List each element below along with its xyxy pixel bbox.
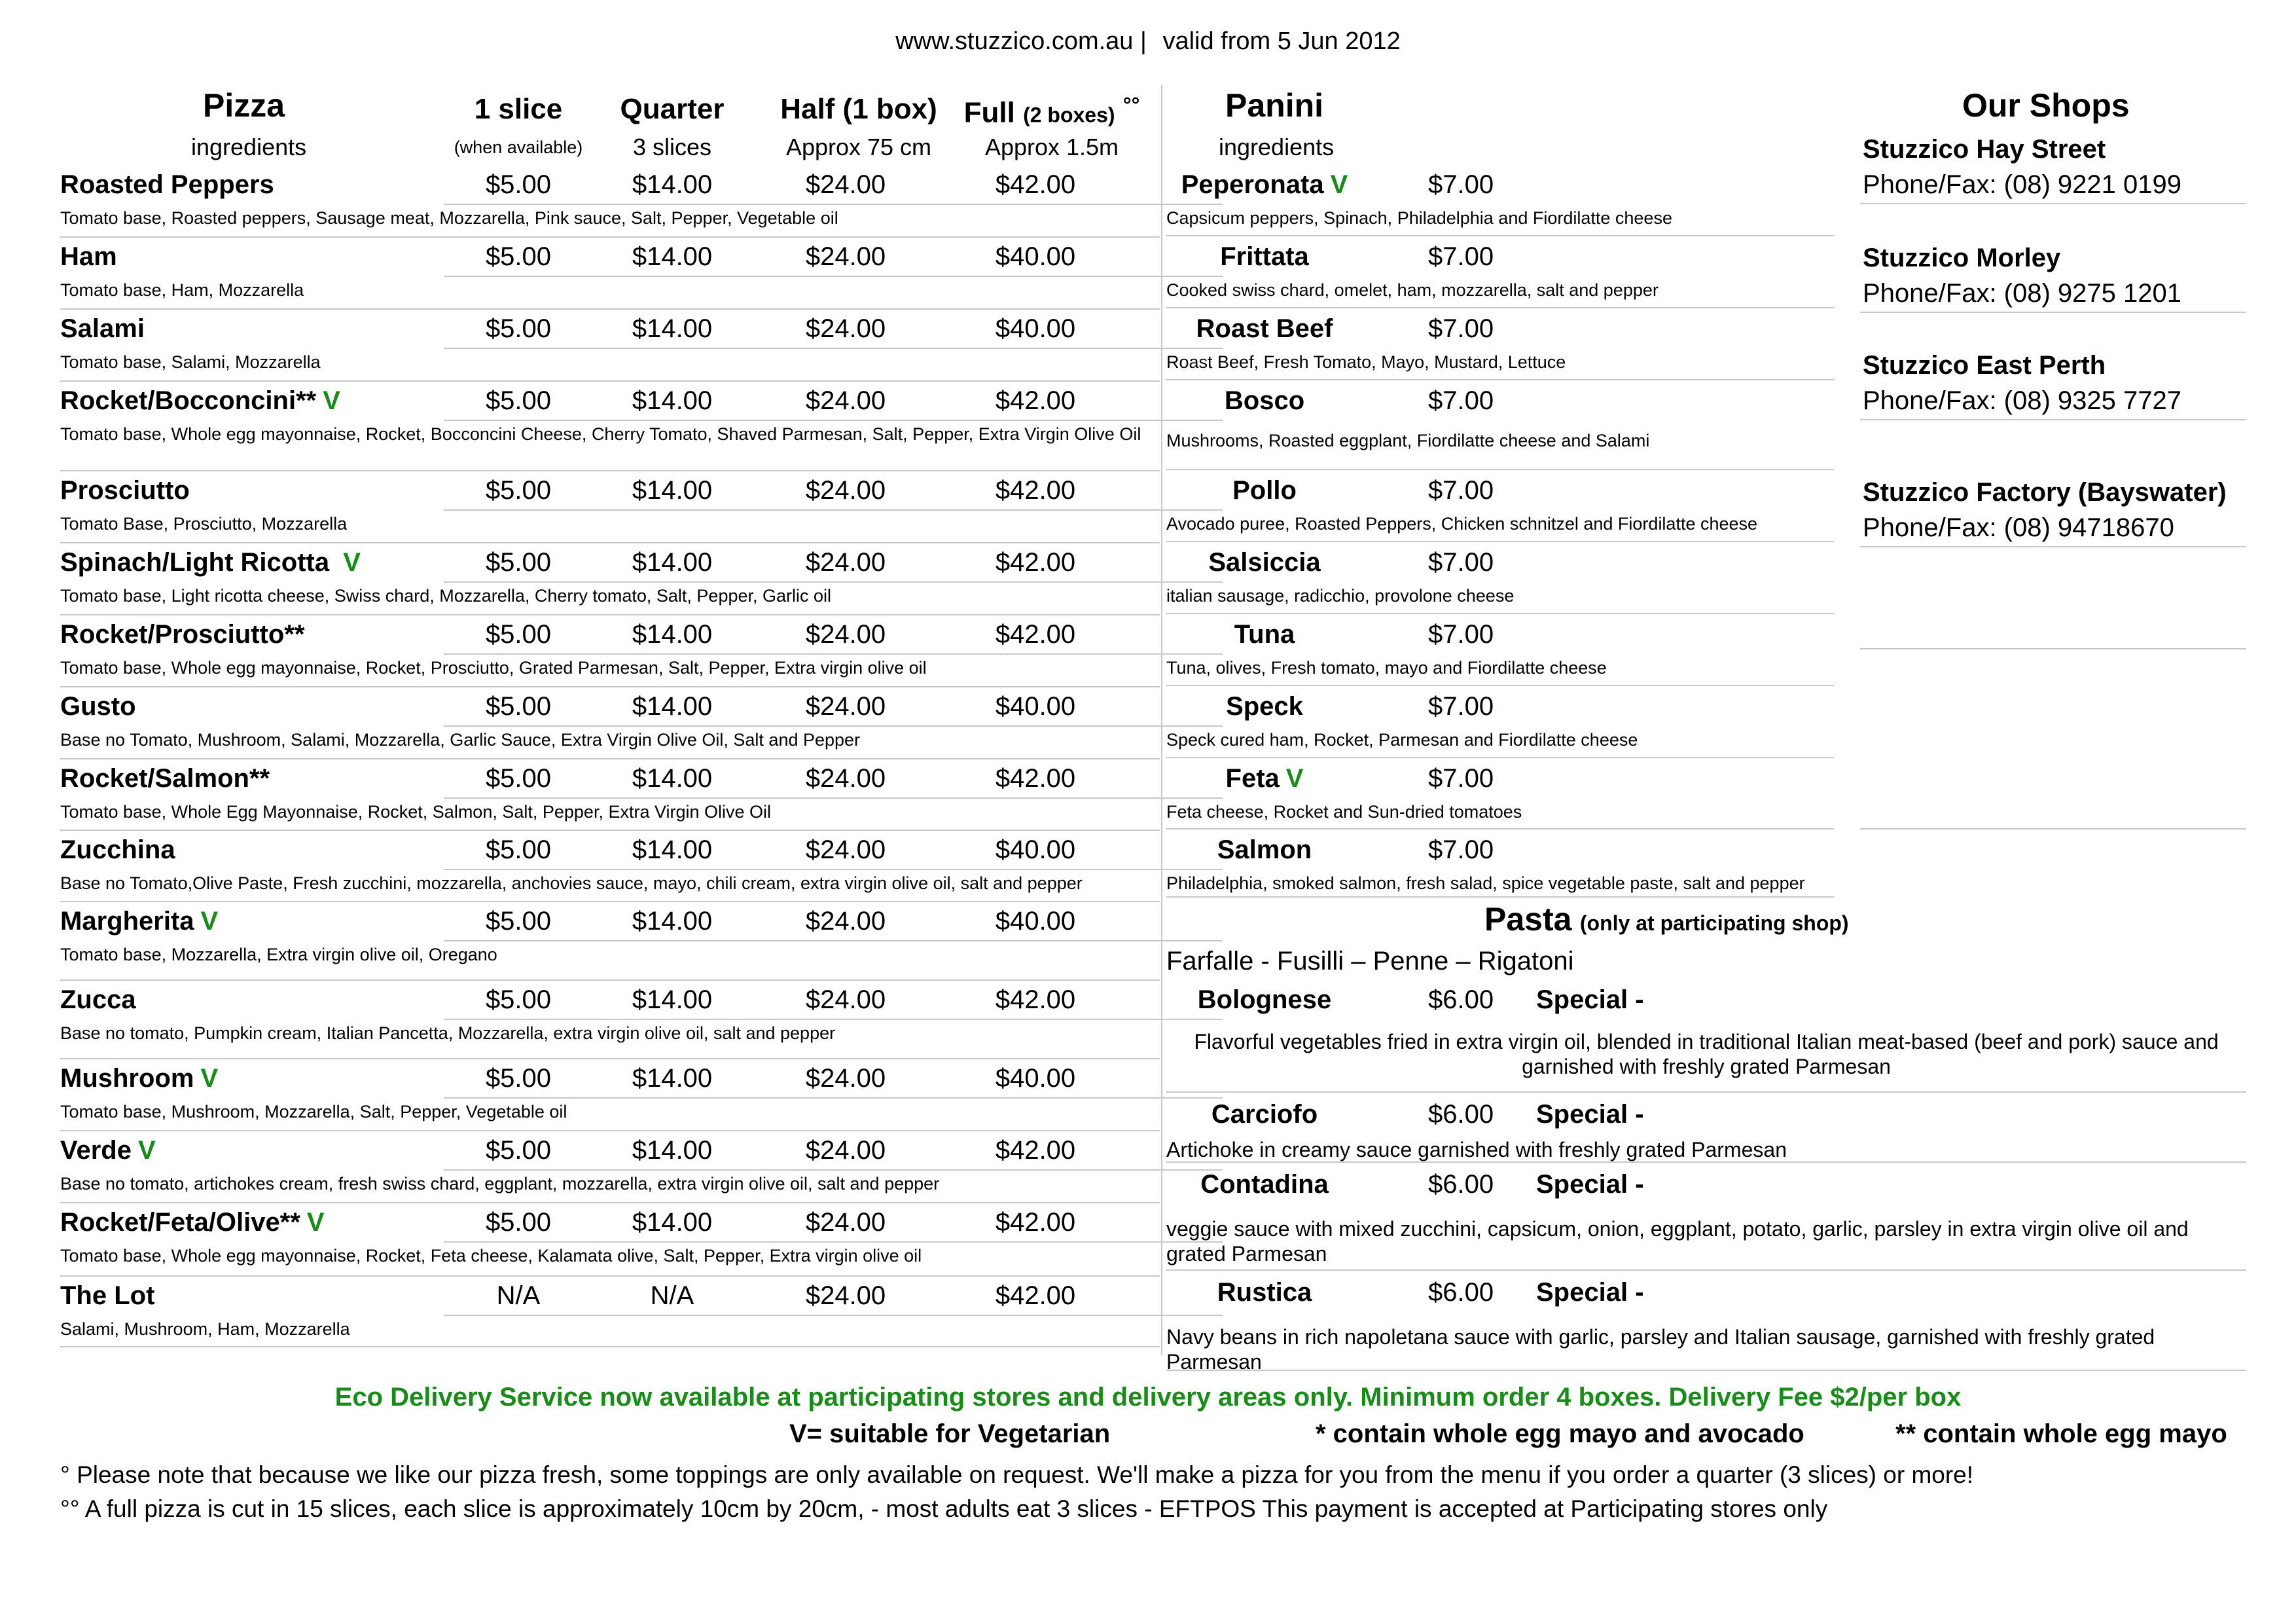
pizza-name: [60, 903, 218, 939]
col-full-small: (2 boxes): [1023, 103, 1115, 127]
pizza-price-3: $24.00: [805, 1281, 886, 1310]
pizza-row[interactable]: [60, 167, 1160, 238]
vegetarian-badge: V: [200, 1064, 219, 1093]
vegetarian-badge: V: [1330, 170, 1348, 199]
panini-row[interactable]: [1166, 761, 1834, 831]
pizza-ingredients: Tomato base, Roasted peppers, Sausage meat, Mozzarella, Pink sauce, Salt, Pepper, Vegetable oil: [60, 208, 838, 228]
pizza-price-3: $24.00: [805, 1208, 886, 1237]
pizza-name: [60, 383, 340, 418]
pizza-price-1: $5.00: [485, 170, 552, 199]
pizza-row[interactable]: [60, 545, 1160, 615]
pasta-price: $6.00: [1428, 985, 1494, 1014]
pizza-ingredients: Tomato base, Salami, Mozzarella: [60, 352, 321, 372]
shop-name: Stuzzico Hay Street: [1863, 135, 2106, 164]
pizza-name: [60, 1278, 154, 1313]
vegetarian-badge: V: [323, 386, 340, 415]
panini-row[interactable]: [1166, 689, 1834, 759]
price-underline: [444, 276, 1223, 277]
pizza-price-3: $24.00: [805, 907, 886, 936]
pizza-ingredients: Salami, Mushroom, Ham, Mozzarella: [60, 1319, 350, 1339]
pasta-title: Pasta: [1484, 901, 1572, 938]
pizza-name-label: The Lot: [60, 1281, 155, 1310]
pizza-ingredients: Tomato base, Mozzarella, Extra virgin olive oil, Oregano: [60, 945, 497, 964]
pizza-price-3: $24.00: [805, 170, 886, 199]
pizza-name: [60, 689, 136, 724]
panini-name: [1166, 239, 1363, 274]
pizza-row[interactable]: [60, 761, 1160, 831]
pizza-price-4: $40.00: [995, 314, 1076, 343]
col-1-slice-sub: (when available): [454, 137, 583, 157]
row-divider: [1166, 469, 1834, 470]
pizza-ingredients: Base no tomato, artichokes cream, fresh swiss chard, eggplant, mozzarella, extra virgin olive oil, salt and pepper: [60, 1174, 940, 1194]
row-divider: [60, 979, 1160, 981]
panini-row[interactable]: [1166, 617, 1834, 687]
pizza-price-2: $14.00: [632, 764, 713, 793]
pizza-price-2: $14.00: [632, 985, 713, 1014]
price-underline: [444, 348, 1223, 349]
row-divider: [60, 901, 1160, 902]
pizza-ingredients: Tomato base, Whole egg mayonnaise, Rocket, Bocconcini Cheese, Cherry Tomato, Shaved Parmesan, Salt, Pepper, Extra Virgin Olive Oil: [60, 424, 1141, 444]
row-divider: [60, 830, 1160, 831]
pizza-price-4: $40.00: [995, 1064, 1076, 1093]
row-divider: [1166, 1370, 2246, 1371]
price-underline: [444, 581, 1223, 583]
row-divider: [60, 1058, 1160, 1059]
page-header: [0, 27, 2296, 56]
pizza-name: [60, 832, 175, 867]
pizza-price-2: $14.00: [632, 476, 713, 505]
shop-name: Stuzzico Morley: [1863, 244, 2061, 272]
pizza-price-1: $5.00: [485, 1208, 552, 1237]
price-underline: [444, 204, 1223, 205]
pasta-price: $6.00: [1428, 1278, 1494, 1307]
row-divider: [1166, 235, 1834, 236]
pizza-price-1: $5.00: [485, 692, 552, 721]
shop-divider: [1860, 648, 2246, 649]
pizza-name-label: Prosciutto: [60, 476, 190, 505]
pizza-price-1: $5.00: [485, 242, 552, 271]
panini-name: [1166, 617, 1363, 652]
pizza-row[interactable]: [60, 689, 1160, 759]
legend-egg-mayo: ** contain whole egg mayo: [1895, 1419, 2227, 1448]
pasta-name: Bolognese: [1197, 985, 1332, 1014]
col-half-sub: Approx 75 cm: [785, 134, 932, 160]
pizza-price-3: $24.00: [805, 476, 886, 505]
pizza-price-2: $14.00: [632, 386, 713, 415]
panini-ingredients: Mushrooms, Roasted eggplant, Fiordilatte cheese and Salami: [1166, 431, 1650, 450]
col-full-sub: Approx 1.5m: [984, 134, 1119, 160]
row-divider: [1166, 541, 1834, 542]
pasta-shapes: Farfalle - Fusilli – Penne – Rigatoni: [1166, 947, 1574, 976]
pizza-row[interactable]: [60, 383, 1160, 454]
pizza-row[interactable]: [60, 1133, 1160, 1203]
pizza-price-1: $5.00: [485, 985, 552, 1014]
pizza-row[interactable]: [60, 982, 1160, 1053]
row-divider: [60, 380, 1160, 382]
pizza-ingredients: Tomato base, Ham, Mozzarella: [60, 280, 304, 300]
row-divider: [1166, 613, 1834, 614]
pizza-row[interactable]: [60, 832, 1160, 903]
panini-ingredients: Roast Beef, Fresh Tomato, Mayo, Mustard, Lettuce: [1166, 352, 1566, 372]
price-underline: [444, 725, 1223, 727]
panini-ingredients: Capsicum peppers, Spinach, Philadelphia and Fiordilatte cheese: [1166, 208, 1672, 228]
panini-ingredients: Cooked swiss chard, omelet, ham, mozzarella, salt and pepper: [1166, 280, 1659, 300]
legend-avocado: * contain whole egg mayo and avocado: [1316, 1419, 1804, 1448]
pasta-description: veggie sauce with mixed zucchini, capsicum, onion, eggplant, potato, garlic, parsley in extra virgin olive oil and grated Parmesan: [1166, 1217, 2189, 1266]
pizza-price-4: $40.00: [995, 692, 1076, 721]
panini-price: $7.00: [1428, 620, 1494, 649]
pizza-price-3: $24.00: [805, 835, 886, 864]
pizza-price-3: $24.00: [805, 1064, 886, 1093]
pizza-price-2: $14.00: [632, 170, 713, 199]
panini-title: Panini: [1225, 87, 1324, 124]
site-url[interactable]: www.stuzzico.com.au |: [895, 27, 1147, 55]
pizza-ingredients: Tomato base, Light ricotta cheese, Swiss chard, Mozzarella, Cherry tomato, Salt, Pepper, Garlic oil: [60, 586, 832, 606]
panini-row[interactable]: [1166, 311, 1834, 382]
panini-name: [1166, 545, 1363, 580]
row-divider: [60, 686, 1160, 687]
pizza-price-4: $40.00: [995, 242, 1076, 271]
row-divider: [60, 1275, 1160, 1277]
row-divider: [1166, 1161, 2246, 1163]
row-divider: [1166, 685, 1834, 686]
pizza-name-label: Spinach/Light Ricotta: [60, 548, 337, 577]
pizza-price-1: $5.00: [485, 1064, 552, 1093]
pizza-name-label: Mushroom: [60, 1064, 194, 1093]
pizza-price-3: $24.00: [805, 314, 886, 343]
col-quarter-sub: 3 slices: [632, 134, 712, 160]
panini-name-label: Salmon: [1217, 835, 1312, 864]
pizza-price-1: $5.00: [485, 548, 552, 577]
pizza-name: [60, 545, 361, 580]
pizza-ingredients: Base no Tomato,Olive Paste, Fresh zucchini, mozzarella, anchovies sauce, mayo, chili cream, extra virgin olive oil, salt and pepper: [60, 873, 1083, 893]
shop-phone[interactable]: Phone/Fax: (08) 9325 7727: [1863, 386, 2182, 415]
pasta-price: $6.00: [1428, 1170, 1494, 1199]
pizza-price-3: $24.00: [805, 1136, 886, 1165]
pizza-name: [60, 617, 304, 652]
panini-row[interactable]: [1166, 832, 1834, 903]
price-underline: [444, 420, 1223, 421]
vegetarian-badge: V: [200, 907, 219, 936]
pizza-price-4: $42.00: [995, 548, 1076, 577]
pizza-price-1: $5.00: [485, 764, 552, 793]
pizza-name-label: Rocket/Feta/Olive**: [60, 1208, 300, 1237]
pasta-description: Navy beans in rich napoletana sauce with garlic, parsley and Italian sausage, garnished with freshly grated Parmesan: [1166, 1325, 2155, 1374]
shop-phone[interactable]: Phone/Fax: (08) 94718670: [1863, 513, 2174, 542]
col-half: Half (1 box): [780, 93, 937, 125]
pizza-price-2: $14.00: [632, 692, 713, 721]
shop-name: Stuzzico Factory (Bayswater): [1863, 478, 2227, 507]
panini-price: $7.00: [1428, 692, 1494, 721]
vegetarian-badge: V: [137, 1136, 156, 1165]
pizza-name-label: Rocket/Salmon**: [60, 764, 270, 793]
col-quarter: Quarter: [620, 93, 725, 125]
pasta-special: Special -: [1536, 1100, 1644, 1129]
panini-name: [1166, 383, 1363, 418]
shop-divider: [1860, 203, 2246, 204]
pizza-price-4: $42.00: [995, 170, 1076, 199]
row-divider: [60, 1202, 1160, 1203]
panini-name: [1166, 832, 1363, 867]
pizza-price-2: $14.00: [632, 314, 713, 343]
pizza-price-1: $5.00: [485, 476, 552, 505]
row-divider: [60, 1346, 1160, 1347]
shops-title: Our Shops: [1962, 87, 2130, 124]
panini-price: $7.00: [1428, 170, 1494, 199]
pizza-ingredients: Tomato base, Whole egg mayonnaise, Rocket, Prosciutto, Grated Parmesan, Salt, Pepper, Extra virgin olive oil: [60, 658, 927, 678]
pasta-description: Artichoke in creamy sauce garnished with freshly grated Parmesan: [1166, 1138, 1787, 1161]
price-underline: [444, 797, 1223, 799]
pizza-price-2: $14.00: [632, 1208, 713, 1237]
pizza-ingredients: Tomato base, Whole Egg Mayonnaise, Rocket, Salmon, Salt, Pepper, Extra Virgin Olive Oil: [60, 802, 772, 822]
pizza-ingredients: Tomato Base, Prosciutto, Mozzarella: [60, 514, 348, 534]
panini-row[interactable]: [1166, 239, 1834, 310]
vegetarian-badge: V: [306, 1208, 325, 1237]
panini-price: $7.00: [1428, 386, 1494, 415]
price-underline: [444, 1241, 1223, 1243]
pizza-price-1: $5.00: [485, 314, 552, 343]
price-underline: [444, 869, 1223, 870]
price-underline: [444, 1315, 1223, 1316]
row-divider: [1166, 307, 1834, 308]
column-divider: [1161, 85, 1162, 1355]
pizza-subtitle: ingredients: [191, 134, 307, 160]
pizza-ingredients: Tomato base, Mushroom, Mozzarella, Salt, Pepper, Vegetable oil: [60, 1102, 567, 1122]
row-divider: [1166, 828, 1834, 830]
panini-name-label: Peperonata: [1181, 170, 1324, 199]
pasta-special: Special -: [1536, 1170, 1644, 1199]
note-fresh-toppings: ° Please note that because we like our pizza fresh, some toppings are only available on request. We'll make a pizza for you from the menu if you order a quarter (3 slices) or more!: [60, 1461, 1974, 1488]
pizza-price-4: $42.00: [995, 476, 1076, 505]
panini-name: [1166, 167, 1363, 202]
pizza-price-4: $42.00: [995, 1208, 1076, 1237]
panini-name-label: Frittata: [1220, 242, 1309, 271]
note-full-pizza: °° A full pizza is cut in 15 slices, each slice is approximately 10cm by 20cm, - most adults eat 3 slices - EFTPOS This payment is accepted at Participating stores only: [60, 1495, 1828, 1522]
pizza-name-label: Rocket/Bocconcini**: [60, 386, 317, 415]
pizza-price-2: $14.00: [632, 242, 713, 271]
pizza-price-4: $42.00: [995, 386, 1076, 415]
pizza-price-3: $24.00: [805, 985, 886, 1014]
pizza-name: [60, 1133, 156, 1168]
panini-ingredients: Feta cheese, Rocket and Sun-dried tomatoes: [1166, 802, 1522, 822]
pizza-name-label: Zucca: [60, 985, 136, 1014]
row-divider: [1166, 1269, 2246, 1271]
pizza-price-1: $5.00: [485, 907, 552, 936]
pizza-name: [60, 239, 117, 274]
pizza-row[interactable]: [60, 617, 1160, 687]
pizza-price-1: N/A: [496, 1281, 541, 1310]
pizza-row[interactable]: [60, 311, 1160, 382]
valid-date: valid from 5 Jun 2012: [1162, 27, 1401, 55]
pizza-price-1: $5.00: [485, 835, 552, 864]
pizza-price-3: $24.00: [805, 548, 886, 577]
row-divider: [1166, 757, 1834, 758]
row-divider: [60, 308, 1160, 310]
shop-divider: [1860, 546, 2246, 547]
pizza-price-4: $42.00: [995, 985, 1076, 1014]
pizza-name: [60, 761, 270, 796]
panini-row[interactable]: [1166, 383, 1834, 454]
panini-subtitle: ingredients: [1219, 134, 1335, 160]
panini-ingredients: Speck cured ham, Rocket, Parmesan and Fiordilatte cheese: [1166, 730, 1638, 750]
col-full-mark: °°: [1122, 93, 1140, 117]
pizza-price-4: $42.00: [995, 764, 1076, 793]
panini-name: [1166, 311, 1363, 346]
pasta-heading: [1484, 900, 1849, 938]
pizza-name: [60, 167, 274, 202]
pizza-name-label: Roasted Peppers: [60, 170, 274, 199]
row-divider: [60, 614, 1160, 615]
pasta-description: Flavorful vegetables fried in extra virgin oil, blended in traditional Italian meat-based (beef and pork) sauce and garnished with freshly grated Parmesan: [1194, 1030, 2219, 1078]
pizza-price-2: N/A: [650, 1281, 694, 1310]
pizza-name-label: Salami: [60, 314, 145, 343]
row-divider: [1166, 379, 1834, 380]
row-divider: [1166, 1091, 2246, 1093]
col-1-slice: 1 slice: [474, 93, 563, 125]
pizza-name: [60, 982, 136, 1017]
pizza-name-label: Margherita: [60, 907, 194, 936]
panini-name-label: Pollo: [1232, 476, 1297, 505]
panini-ingredients: Philadelphia, smoked salmon, fresh salad, spice vegetable paste, salt and pepper: [1166, 873, 1805, 893]
row-divider: [60, 542, 1160, 543]
pizza-price-1: $5.00: [485, 1136, 552, 1165]
row-divider: [60, 1130, 1160, 1131]
pizza-name: [60, 311, 145, 346]
shop-name: Stuzzico East Perth: [1863, 351, 2106, 380]
pizza-name-label: Ham: [60, 242, 117, 271]
price-underline: [444, 509, 1223, 511]
pizza-price-3: $24.00: [805, 242, 886, 271]
pasta-name: Contadina: [1200, 1170, 1329, 1199]
panini-price: $7.00: [1428, 764, 1494, 793]
pizza-row[interactable]: [60, 1061, 1160, 1131]
pizza-ingredients: Base no Tomato, Mushroom, Salami, Mozzarella, Garlic Sauce, Extra Virgin Olive Oil, Salt and Pepper: [60, 730, 861, 750]
price-underline: [444, 1169, 1223, 1171]
panini-name: [1166, 473, 1363, 508]
panini-name-label: Bosco: [1224, 386, 1305, 415]
pasta-special: Special -: [1536, 1278, 1644, 1307]
panini-name-label: Feta: [1225, 764, 1280, 793]
pizza-price-3: $24.00: [805, 620, 886, 649]
pizza-ingredients: Base no tomato, Pumpkin cream, Italian Pancetta, Mozzarella, extra virgin olive oil, salt and pepper: [60, 1023, 836, 1043]
pizza-name-label: Zucchina: [60, 835, 175, 864]
pizza-title: Pizza: [203, 87, 285, 124]
pizza-price-2: $14.00: [632, 620, 713, 649]
price-underline: [444, 1097, 1223, 1099]
pizza-price-2: $14.00: [632, 1064, 713, 1093]
panini-name: [1166, 689, 1363, 724]
panini-price: $7.00: [1428, 835, 1494, 864]
panini-price: $7.00: [1428, 242, 1494, 271]
price-underline: [444, 940, 1223, 941]
panini-ingredients: Tuna, olives, Fresh tomato, mayo and Fiordilatte cheese: [1166, 658, 1607, 678]
pasta-special: Special -: [1536, 985, 1644, 1014]
row-divider: [60, 758, 1160, 759]
row-divider: [60, 470, 1160, 471]
pizza-price-3: $24.00: [805, 386, 886, 415]
panini-row[interactable]: [1166, 473, 1834, 543]
panini-name: [1166, 761, 1363, 796]
col-full-label: Full: [963, 96, 1015, 129]
pizza-ingredients: Tomato base, Whole egg mayonnaise, Rocket, Feta cheese, Kalamata olive, Salt, Pepper, Extra virgin olive oil: [60, 1246, 922, 1266]
panini-name-label: Roast Beef: [1196, 314, 1333, 343]
panini-name-label: Salsiccia: [1208, 548, 1321, 577]
pizza-price-3: $24.00: [805, 692, 886, 721]
pizza-price-4: $42.00: [995, 620, 1076, 649]
shop-divider: [1860, 828, 2246, 830]
pasta-note: (only at participating shop): [1579, 911, 1849, 935]
pizza-name-label: Gusto: [60, 692, 136, 721]
pizza-price-4: $40.00: [995, 835, 1076, 864]
pizza-name-label: Verde: [60, 1136, 132, 1165]
pizza-row[interactable]: [60, 239, 1160, 310]
shop-divider: [1860, 312, 2246, 313]
pizza-price-2: $14.00: [632, 1136, 713, 1165]
pizza-price-1: $5.00: [485, 620, 552, 649]
pizza-row[interactable]: [60, 1205, 1160, 1275]
shop-phone[interactable]: Phone/Fax: (08) 9275 1201: [1863, 279, 2182, 308]
panini-row[interactable]: [1166, 545, 1834, 615]
panini-ingredients: italian sausage, radicchio, provolone cheese: [1166, 586, 1515, 606]
panini-price: $7.00: [1428, 314, 1494, 343]
pizza-name-label: Rocket/Prosciutto**: [60, 620, 305, 649]
panini-row[interactable]: [1166, 167, 1834, 238]
pizza-name: [60, 473, 190, 508]
panini-name-label: Speck: [1226, 692, 1303, 721]
pizza-price-4: $42.00: [995, 1136, 1076, 1165]
panini-price: $7.00: [1428, 548, 1494, 577]
pizza-price-2: $14.00: [632, 548, 713, 577]
panini-ingredients: Avocado puree, Roasted Peppers, Chicken schnitzel and Fiordilatte cheese: [1166, 514, 1758, 534]
pizza-price-2: $14.00: [632, 907, 713, 936]
pizza-row[interactable]: [60, 473, 1160, 543]
panini-price: $7.00: [1428, 476, 1494, 505]
price-underline: [444, 653, 1223, 655]
pizza-row[interactable]: [60, 1278, 1160, 1349]
row-divider: [60, 236, 1160, 238]
pizza-price-2: $14.00: [632, 835, 713, 864]
pizza-price-4: $40.00: [995, 907, 1076, 936]
eco-delivery-banner: Eco Delivery Service now available at participating stores and delivery areas only. Minimum order 4 boxes. Delivery Fee $2/per box: [334, 1383, 1962, 1412]
shop-divider: [1860, 419, 2246, 420]
col-full: [944, 93, 1160, 130]
vegetarian-badge: V: [343, 548, 361, 577]
panini-name-label: Tuna: [1234, 620, 1295, 649]
pizza-name: [60, 1205, 325, 1240]
pizza-name: [60, 1061, 218, 1096]
pizza-price-4: $42.00: [995, 1281, 1076, 1310]
pizza-price-3: $24.00: [805, 764, 886, 793]
shop-phone[interactable]: Phone/Fax: (08) 9221 0199: [1863, 170, 2182, 199]
pasta-name: Carciofo: [1211, 1100, 1318, 1129]
pasta-price: $6.00: [1428, 1100, 1494, 1129]
pizza-price-1: $5.00: [485, 386, 552, 415]
pizza-row[interactable]: [60, 903, 1160, 974]
pasta-name: Rustica: [1217, 1278, 1312, 1307]
row-divider: [1166, 896, 1834, 898]
legend-vegetarian: V= suitable for Vegetarian: [789, 1419, 1111, 1448]
vegetarian-badge: V: [1285, 764, 1304, 793]
price-underline: [444, 1019, 1223, 1020]
